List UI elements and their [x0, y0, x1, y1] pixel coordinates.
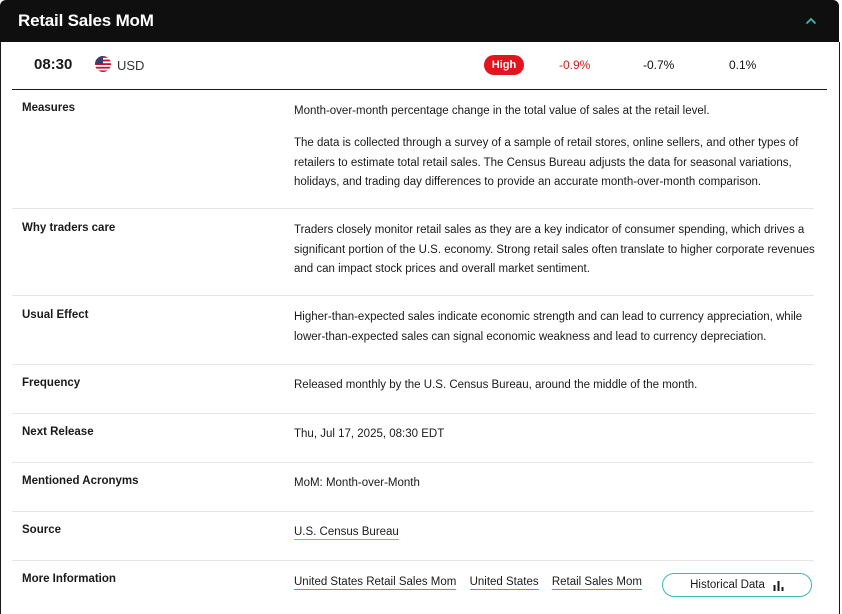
more-info-label: More Information: [22, 573, 116, 585]
effect-label: Usual Effect: [22, 309, 89, 321]
source-label: Source: [22, 524, 61, 536]
event-title: Retail Sales MoM: [18, 11, 154, 30]
us-flag-icon: [95, 56, 111, 72]
historical-data-button[interactable]: [662, 573, 812, 597]
historical-data-label: Historical Data: [690, 579, 765, 591]
next-release-label: Next Release: [22, 426, 94, 438]
impact-badge: High: [484, 55, 524, 75]
event-header: [0, 0, 839, 42]
source-link[interactable]: U.S. Census Bureau: [294, 526, 399, 538]
event-currency: USD: [117, 58, 145, 73]
effect-text: Higher-than-expected sales indicate economic strength and can lead to currency appreciation, while lower-than-expected sales can signal economic weakness and lead to currency depreciation.: [294, 311, 803, 343]
row-divider: [12, 208, 814, 209]
row-divider: [12, 364, 814, 365]
collapse-button[interactable]: [802, 12, 820, 30]
measures-label: Measures: [22, 102, 76, 114]
row-divider: [12, 413, 814, 414]
more-info-link[interactable]: Retail Sales Mom: [551, 576, 642, 588]
measures-text-1: Month-over-month percentage change in the total value of sales at the retail level.: [294, 105, 710, 117]
next-release-text: Thu, Jul 17, 2025, 08:30 EDT: [294, 428, 445, 440]
row-divider: [12, 560, 814, 561]
acronyms-text: MoM: Month-over-Month: [294, 477, 420, 489]
more-info-link[interactable]: United States Retail Sales Mom: [294, 576, 457, 588]
actual-value: -0.9%: [559, 58, 591, 72]
row-divider: [12, 511, 814, 512]
chevron-up-icon: [805, 17, 817, 25]
event-time: 08:30: [34, 56, 73, 73]
more-info-link[interactable]: United States: [469, 576, 539, 588]
frequency-label: Frequency: [22, 377, 81, 389]
why-label: Why traders care: [22, 222, 116, 234]
acronyms-label: Mentioned Acronyms: [22, 475, 139, 487]
forecast-value: -0.7%: [643, 58, 675, 72]
summary-divider: [12, 89, 827, 90]
source-row: [294, 523, 818, 543]
measures-text-2: The data is collected through a survey of a sample of retail stores, online sellers, and other types of retailers to estimate total retail sales. The Census Bureau adjusts the data for seasonal variations, holidays, and trading day differences to provide an accurate month-over-month comparison.: [294, 137, 799, 188]
bar-chart-icon: [773, 580, 784, 591]
row-divider: [12, 295, 814, 296]
row-divider: [12, 462, 814, 463]
frequency-text: Released monthly by the U.S. Census Bureau, around the middle of the month.: [294, 379, 698, 391]
why-text: Traders closely monitor retail sales as they are a key indicator of consumer spending, which drives a significant portion of the U.S. economy. Strong retail sales often translate to higher corporate revenues and can impact stock prices and overall market sentiment.: [294, 224, 815, 275]
more-info-links: [294, 576, 652, 588]
previous-value: 0.1%: [729, 58, 757, 72]
